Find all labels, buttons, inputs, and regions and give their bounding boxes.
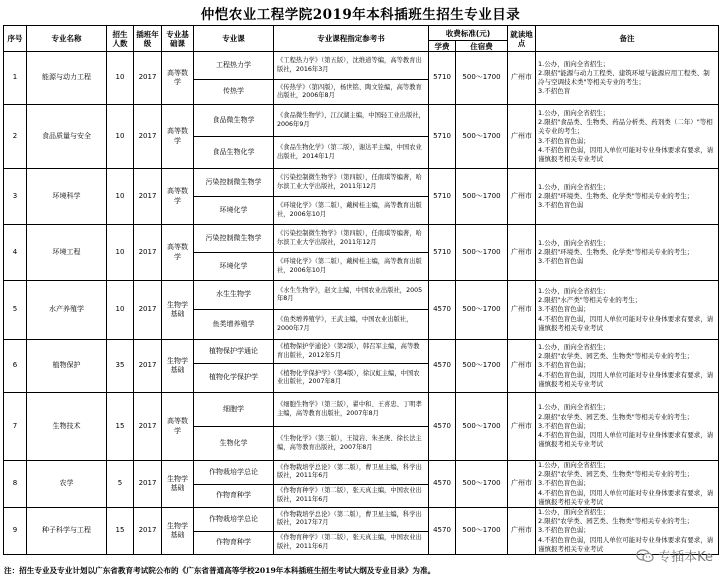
cell-campus: 广州市 bbox=[508, 340, 536, 393]
cell-seq: 1 bbox=[4, 52, 27, 105]
cell-tuition: 5710 bbox=[429, 52, 456, 105]
header-basic: 专业基础课 bbox=[162, 26, 194, 52]
cell-lodging: 500～1700 bbox=[456, 393, 508, 461]
header-tuition: 学费 bbox=[429, 41, 456, 52]
header-seq: 序号 bbox=[4, 26, 27, 52]
cell-year: 2017 bbox=[134, 52, 162, 105]
cell-quota: 35 bbox=[107, 340, 134, 393]
note-line: 1.公办，面向全省招生； bbox=[538, 286, 610, 295]
cell-seq: 2 bbox=[4, 105, 27, 169]
cell-course: 生物化学 bbox=[194, 427, 274, 461]
cell-notes bbox=[536, 105, 719, 169]
cell-basic-course: 高等数学 bbox=[162, 225, 194, 281]
cell-reference-book: 《植物化学保护学》（第4版），徐汉虹主编，中国农业出版社，2007年8月 bbox=[274, 364, 429, 393]
note-line: 1.公办，面向全省招生； bbox=[538, 461, 610, 469]
cell-lodging: 500～1700 bbox=[456, 52, 508, 105]
note-line: 3.不招色盲色弱； bbox=[538, 361, 590, 370]
note-line: 2.限招"农学类、园艺类、生物类"等相关专业的考生； bbox=[538, 517, 694, 526]
cell-year: 2017 bbox=[134, 105, 162, 169]
cell-major: 水产养殖学 bbox=[27, 281, 107, 340]
cell-reference-book: 《污染控制微生物学》（第四版），任南琪等编著，哈尔滨工业大学出版社，2011年12月 bbox=[274, 225, 429, 253]
table-row bbox=[4, 393, 719, 427]
header-year: 插班年级 bbox=[134, 26, 162, 52]
table-row bbox=[4, 52, 719, 80]
cell-major: 环境科学 bbox=[27, 169, 107, 225]
cell-tuition: 5710 bbox=[429, 105, 456, 169]
cell-course: 作物育种学 bbox=[194, 484, 274, 508]
cell-reference-book: 《传热学》（第四版），杨世铭、陶文铨编，高等教育出版社，2006年8月 bbox=[274, 80, 429, 105]
cell-quota: 10 bbox=[107, 281, 134, 340]
note-line: 2.限招"农学类、园艺类、生物类"等相关专业的考生； bbox=[538, 470, 694, 479]
cell-lodging: 500～1700 bbox=[456, 225, 508, 281]
cell-seq: 6 bbox=[4, 340, 27, 393]
cell-reference-book: 《环境化学》（第二版），戴树桂主编，高等教育出版社，2006年10月 bbox=[274, 253, 429, 281]
cell-year: 2017 bbox=[134, 169, 162, 225]
note-line: 3.不招色盲色弱； bbox=[538, 136, 590, 145]
cell-seq: 4 bbox=[4, 225, 27, 281]
cell-course: 污染控制微生物学 bbox=[194, 169, 274, 197]
cell-year: 2017 bbox=[134, 461, 162, 508]
note-line: 1.公办，面向全省招生； bbox=[538, 238, 610, 247]
note-line: 3.不招色盲色弱； bbox=[538, 305, 590, 314]
cell-course: 环境化学 bbox=[194, 197, 274, 225]
table-row bbox=[4, 461, 719, 485]
cell-course: 水生生物学 bbox=[194, 281, 274, 310]
cell-tuition: 5710 bbox=[429, 225, 456, 281]
cell-reference-book: 《鱼类增养殖学》，王武主编，中国农业出版社，2000年7月 bbox=[274, 310, 429, 340]
note-line: 3.不招色盲色弱； bbox=[538, 526, 590, 535]
table-row bbox=[4, 508, 719, 532]
header-quota: 招生人数 bbox=[107, 26, 134, 52]
watermark bbox=[636, 546, 713, 565]
cell-notes bbox=[536, 461, 719, 508]
cell-major: 农学 bbox=[27, 461, 107, 508]
cell-major: 环境工程 bbox=[27, 225, 107, 281]
cell-reference-book: 《生物化学》（第三版），王镜岩、朱圣庚、徐长法主编，高等教育出版社，2007年8月 bbox=[274, 427, 429, 461]
cell-quota: 10 bbox=[107, 225, 134, 281]
cell-course: 食品生物化学 bbox=[194, 137, 274, 169]
note-line: 4.不招色盲色弱，因用人单位可能对专业身体要求有要求，请谨慎报考相关专业考试 bbox=[538, 314, 714, 332]
header-campus: 就读地点 bbox=[508, 26, 536, 52]
cell-year: 2017 bbox=[134, 281, 162, 340]
note-line: 1.公办，面向全省招生； bbox=[538, 182, 610, 191]
cell-reference-book: 《细胞生物学》（第三版），翟中和、王喜忠、丁明孝主编，高等教育出版社，2007年8月 bbox=[274, 393, 429, 427]
cell-reference-book: 《作物育种学》（第二版），张天真主编，中国农业出版社，2011年6月 bbox=[274, 531, 429, 555]
cell-course: 细胞学 bbox=[194, 393, 274, 427]
major-catalog-table bbox=[3, 25, 719, 555]
table-row bbox=[4, 169, 719, 197]
cell-lodging: 500～1700 bbox=[456, 169, 508, 225]
note-line: 4.不招色盲色弱，因用人单位可能对专业身体要求有要求，请谨慎报考相关专业考试 bbox=[538, 431, 714, 449]
cell-course: 传热学 bbox=[194, 80, 274, 105]
cell-course: 食品微生物学 bbox=[194, 105, 274, 137]
document-title: 仲恺农业工程学院2019年本科插班生招生专业目录 bbox=[200, 7, 521, 23]
header-lodging: 住宿费 bbox=[456, 41, 508, 52]
cell-seq: 3 bbox=[4, 169, 27, 225]
note-line: 4.不招色盲色弱，因用人单位可能对专业身体要求有要求，请谨慎报考相关专业考试 bbox=[538, 145, 714, 163]
table-row bbox=[4, 340, 719, 364]
cell-course: 污染控制微生物学 bbox=[194, 225, 274, 253]
cell-major: 种子科学与工程 bbox=[27, 508, 107, 555]
cell-major: 能源与动力工程 bbox=[27, 52, 107, 105]
cell-basic-course: 生物学基础 bbox=[162, 340, 194, 393]
header-notes: 备注 bbox=[536, 26, 719, 52]
table-row bbox=[4, 281, 719, 310]
cell-tuition: 4570 bbox=[429, 281, 456, 340]
note-line: 4.不招色盲色弱，因用人单位可能对专业身体要求有要求，请谨慎报考相关专业考试 bbox=[538, 535, 714, 553]
note-line: 4.不招色盲色弱，因用人单位可能对专业身体要求有要求，请谨慎报考相关专业考试 bbox=[538, 370, 714, 388]
table-row bbox=[4, 105, 719, 137]
header-ref: 专业课程指定参考书 bbox=[274, 26, 429, 52]
cell-tuition: 4570 bbox=[429, 461, 456, 508]
cell-course: 工程热力学 bbox=[194, 52, 274, 80]
cell-quota: 10 bbox=[107, 52, 134, 105]
cell-year: 2017 bbox=[134, 225, 162, 281]
note-line: 2.限招"食品类、生物类、药品分析类、药剂类（二年）"等相关专业的考生； bbox=[538, 118, 713, 136]
cell-notes bbox=[536, 169, 719, 225]
watermark-text: 专插本Ke bbox=[658, 550, 713, 565]
cell-reference-book: 《作物栽培学总论》（第二版），曹卫星主编，科学出版社，2017年7月 bbox=[274, 508, 429, 532]
cell-campus: 广州市 bbox=[508, 393, 536, 461]
cell-course: 作物育种学 bbox=[194, 531, 274, 555]
note-line: 2.限招"农学类、园艺类、生物类"等相关专业的考生； bbox=[538, 352, 694, 361]
note-line: 3.不招色盲色弱 bbox=[538, 201, 584, 210]
header-fee: 收费标准(元) bbox=[429, 26, 508, 41]
note-line: 2.限招"环境类、生物类、化学类"等相关专业的考生； bbox=[538, 191, 694, 200]
cell-notes bbox=[536, 393, 719, 461]
cell-reference-book: 《植物保护学通论》（第2版），韩召军主编，高等教育出版社，2012年5月 bbox=[274, 340, 429, 364]
note-line: 4.不招色盲色弱，因用人单位可能对专业身体要求有要求，请谨慎报考相关专业考试 bbox=[538, 488, 714, 506]
cell-year: 2017 bbox=[134, 393, 162, 461]
cell-seq: 9 bbox=[4, 508, 27, 555]
cell-tuition: 5710 bbox=[429, 169, 456, 225]
cell-course: 环境化学 bbox=[194, 253, 274, 281]
cell-notes bbox=[536, 281, 719, 340]
cell-course: 鱼类增养殖学 bbox=[194, 310, 274, 340]
note-line: 3.不招色盲色弱； bbox=[538, 479, 590, 488]
cell-year: 2017 bbox=[134, 508, 162, 555]
cell-basic-course: 高等数学 bbox=[162, 393, 194, 461]
cell-reference-book: 《工程热力学》（第五版），沈维道等编，高等教育出版社，2016年3月 bbox=[274, 52, 429, 80]
cell-seq: 7 bbox=[4, 393, 27, 461]
cell-major: 生物技术 bbox=[27, 393, 107, 461]
cell-quota: 15 bbox=[107, 508, 134, 555]
note-line: 2.限招"环境类、生物类、化学类"等相关专业的考生； bbox=[538, 247, 694, 256]
cell-lodging: 500～1700 bbox=[456, 105, 508, 169]
cell-basic-course: 高等数学 bbox=[162, 52, 194, 105]
cell-lodging: 500～1700 bbox=[456, 340, 508, 393]
cell-lodging: 500～1700 bbox=[456, 461, 508, 508]
cell-lodging: 500～1700 bbox=[456, 508, 508, 555]
note-line: 1.公办，面向全省招生； bbox=[538, 508, 610, 517]
cell-reference-book: 《环境化学》（第二版），戴树桂主编，高等教育出版社，2006年10月 bbox=[274, 197, 429, 225]
note-line: 1.公办，面向全省招生； bbox=[538, 342, 610, 351]
cell-course: 作物栽培学总论 bbox=[194, 508, 274, 532]
note-line: 2.限招"农学类、园艺类、生物类"等相关专业的考生； bbox=[538, 412, 694, 421]
note-line: 3.不招色盲 bbox=[538, 87, 571, 96]
cell-campus: 广州市 bbox=[508, 508, 536, 555]
header-course: 专业课 bbox=[194, 26, 274, 52]
cell-course: 植物化学保护学 bbox=[194, 364, 274, 393]
cell-reference-book: 《食品生物化学》（第二版），谢达平主编，中国农业出版社，2014年1月 bbox=[274, 137, 429, 169]
cell-reference-book: 《污染控制微生物学》（第四版），任南琪等编著，哈尔滨工业大学出版社，2011年12月 bbox=[274, 169, 429, 197]
cell-course: 植物保护学通论 bbox=[194, 340, 274, 364]
header-major: 专业名称 bbox=[27, 26, 107, 52]
cell-notes bbox=[536, 225, 719, 281]
catalog-body bbox=[4, 52, 719, 555]
cell-lodging: 500～1700 bbox=[456, 281, 508, 340]
cell-seq: 8 bbox=[4, 461, 27, 508]
cell-campus: 广州市 bbox=[508, 52, 536, 105]
cell-quota: 10 bbox=[107, 105, 134, 169]
cell-campus: 广州市 bbox=[508, 225, 536, 281]
cell-basic-course: 高等数学 bbox=[162, 169, 194, 225]
cell-basic-course: 高等数学 bbox=[162, 105, 194, 169]
cell-quota: 10 bbox=[107, 169, 134, 225]
table-row bbox=[4, 225, 719, 253]
cell-course: 作物栽培学总论 bbox=[194, 461, 274, 485]
cell-basic-course: 生物学基础 bbox=[162, 281, 194, 340]
cell-tuition: 4570 bbox=[429, 393, 456, 461]
cell-seq: 5 bbox=[4, 281, 27, 340]
cell-reference-book: 《食品微生物学》，江汉湖主编，中国轻工业出版社，2006年9月 bbox=[274, 105, 429, 137]
note-line: 1.公办，面向全省招生； bbox=[538, 403, 610, 412]
cell-campus: 广州市 bbox=[508, 281, 536, 340]
note-line: 1.公办，面向全省招生； bbox=[538, 108, 610, 117]
cell-campus: 广州市 bbox=[508, 169, 536, 225]
wechat-icon bbox=[636, 549, 654, 563]
cell-campus: 广州市 bbox=[508, 461, 536, 508]
cell-notes bbox=[536, 340, 719, 393]
cell-major: 植物保护 bbox=[27, 340, 107, 393]
footer-note: 注：招生专业及专业计划以广东省教育考试院公布的《广东省普通高等学校2019年本科插班生招生考试大纲及专业目录》为准。 bbox=[4, 566, 436, 575]
cell-reference-book: 《作物栽培学总论》（第二版），曹卫星主编，科学出版社，2011年6月 bbox=[274, 461, 429, 485]
note-line: 2.限招"水产类"等相关专业的考生； bbox=[538, 296, 642, 305]
note-line: 3.不招色盲色弱； bbox=[538, 421, 590, 430]
cell-quota: 5 bbox=[107, 461, 134, 508]
cell-tuition: 4570 bbox=[429, 508, 456, 555]
cell-reference-book: 《水生生物学》，赵文主编，中国农业出版社，2005年8月 bbox=[274, 281, 429, 310]
cell-basic-course: 生物学基础 bbox=[162, 461, 194, 508]
cell-notes bbox=[536, 52, 719, 105]
cell-reference-book: 《作物育种学》（第二版），张天真主编，中国农业出版社，2011年6月 bbox=[274, 484, 429, 508]
cell-campus: 广州市 bbox=[508, 105, 536, 169]
cell-tuition: 4570 bbox=[429, 340, 456, 393]
note-line: 1.公办，面向全省招生； bbox=[538, 59, 610, 68]
cell-quota: 15 bbox=[107, 393, 134, 461]
note-line: 2.限招"能源与动力工程类、建筑环境与能源应用工程类、制冷与空调技术类"等相关专业的考生； bbox=[538, 68, 710, 86]
cell-year: 2017 bbox=[134, 340, 162, 393]
note-line: 3.不招色盲色弱 bbox=[538, 257, 584, 266]
cell-basic-course: 生物学基础 bbox=[162, 508, 194, 555]
cell-major: 食品质量与安全 bbox=[27, 105, 107, 169]
